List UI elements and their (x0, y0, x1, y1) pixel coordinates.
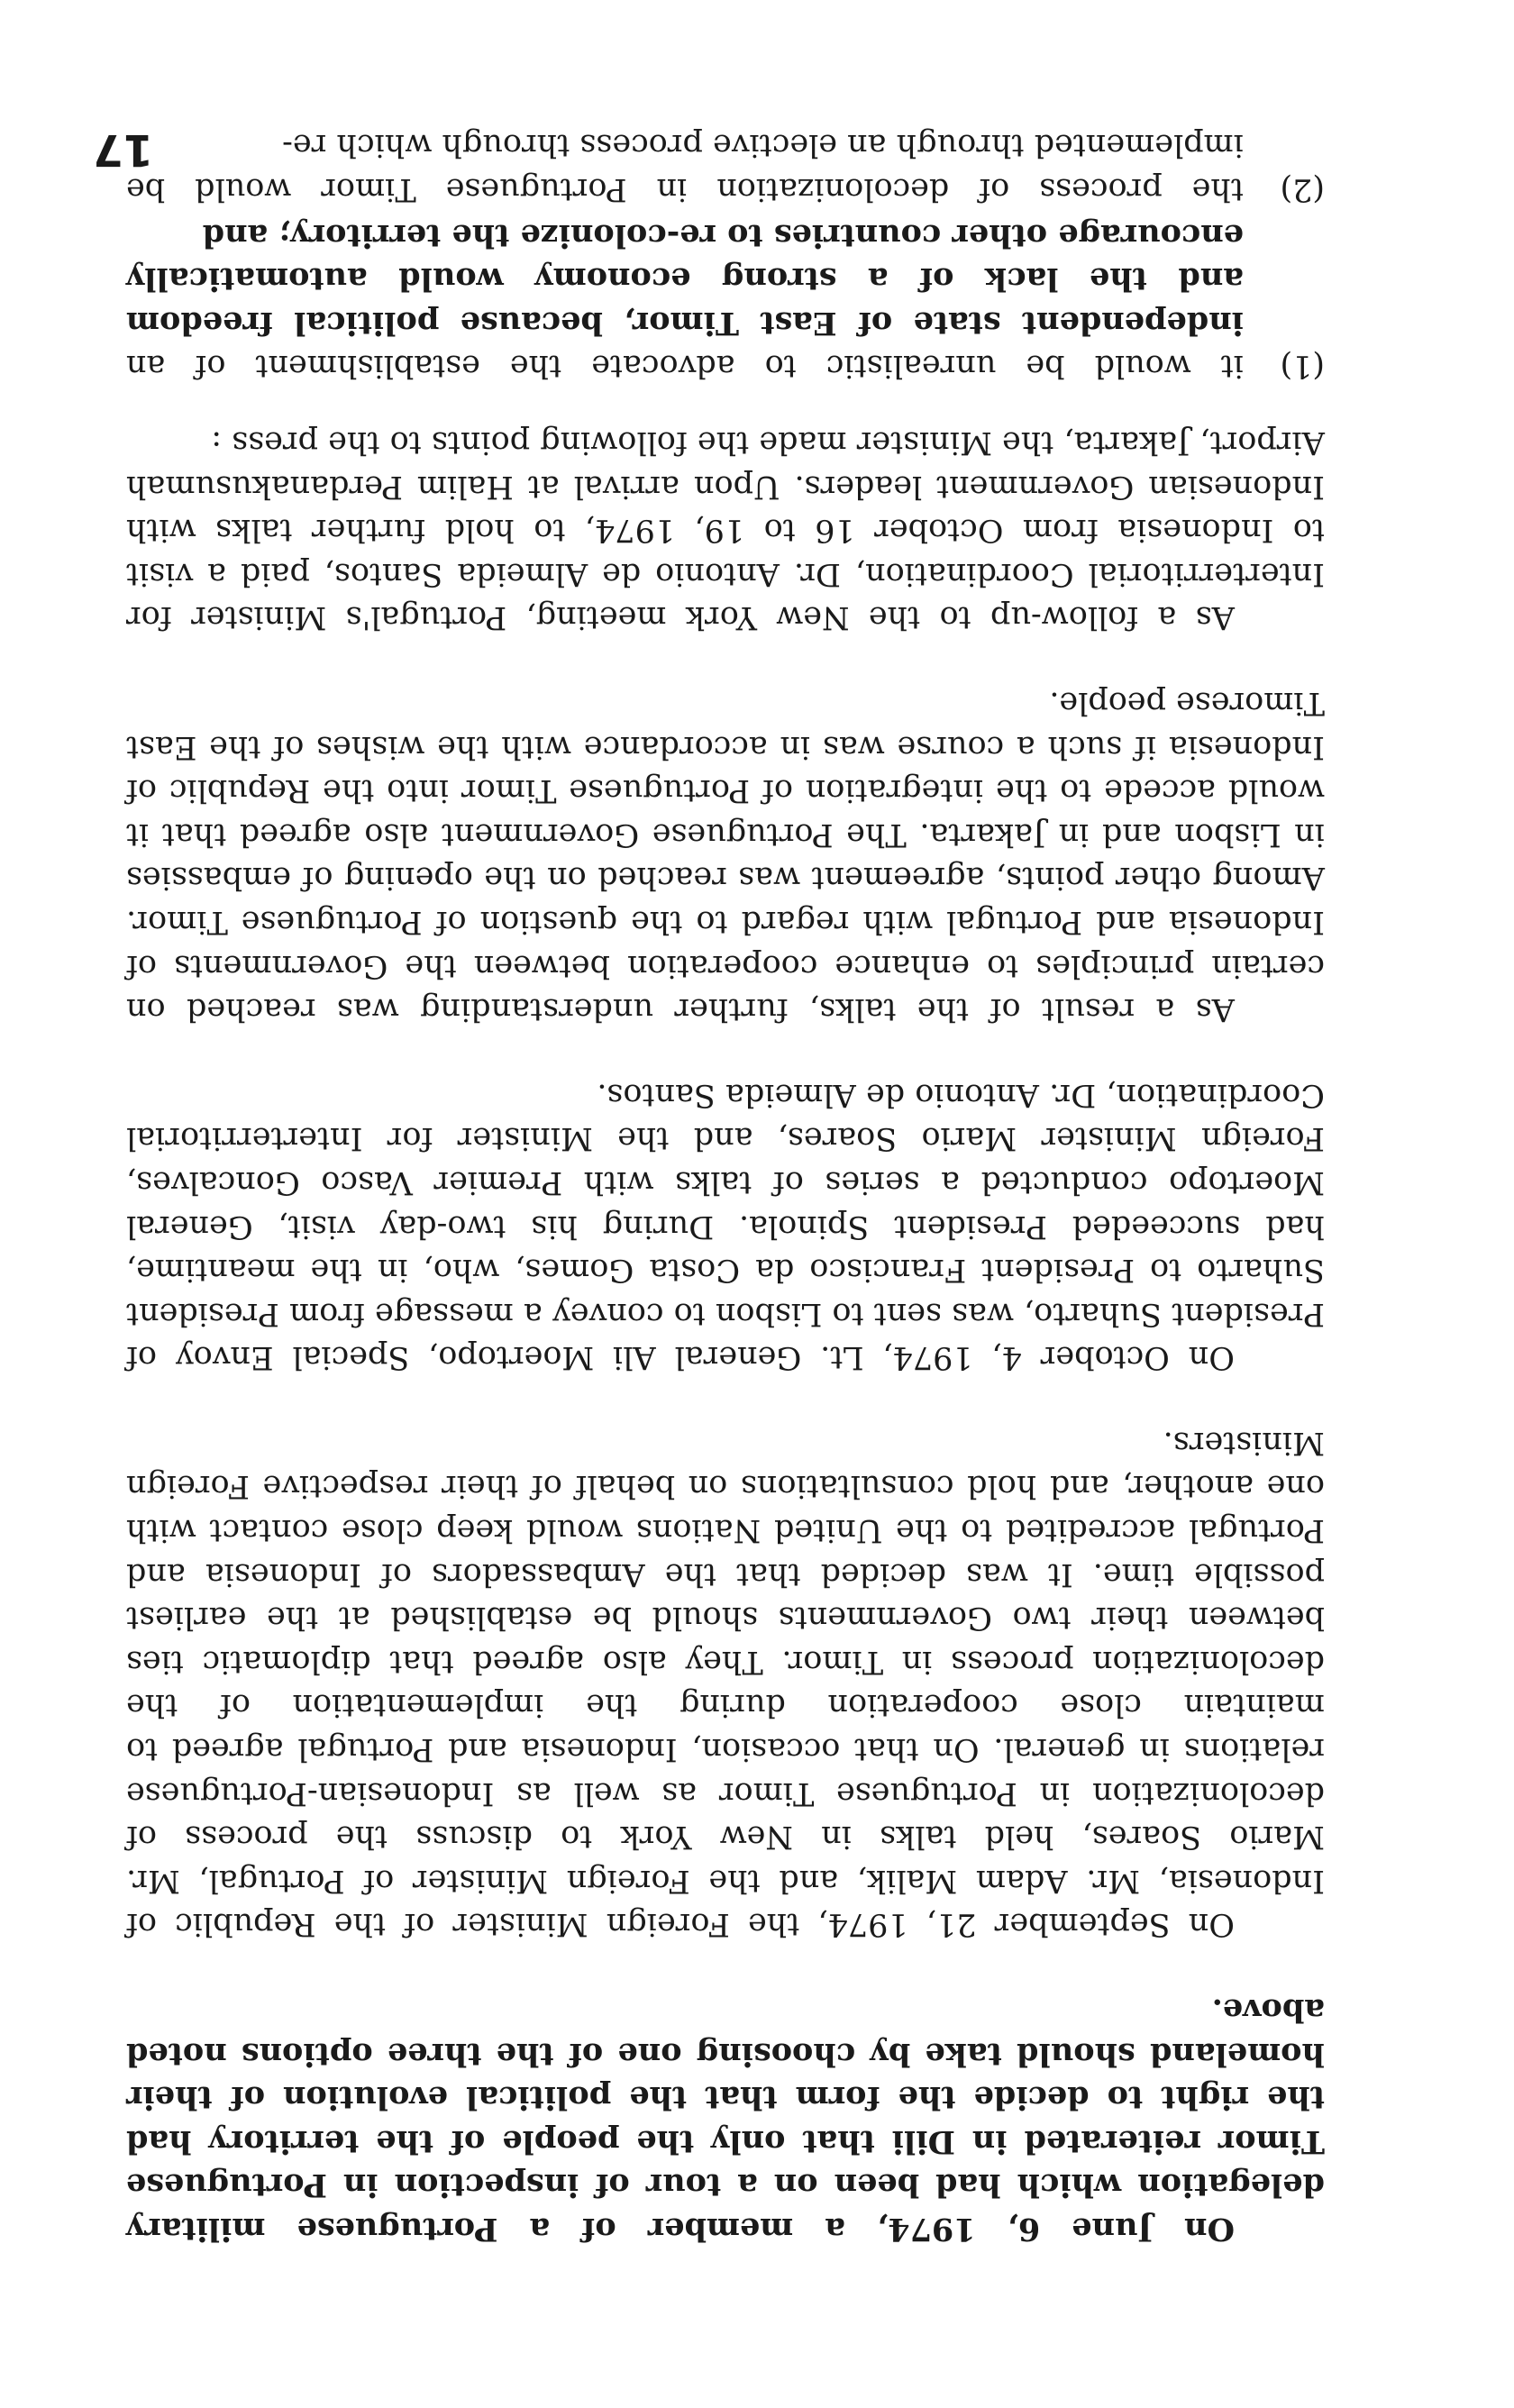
list-item-number: (2) (1280, 171, 1325, 208)
list-item (126, 213, 1325, 388)
list-item (126, 123, 1325, 211)
list-item-text (126, 123, 1244, 211)
paragraph-september-21: On September 21, 1974, the Foreign Minister of the Republic of Indonesia, Mr. Adam Malik, and the Foreign Minister of Portugal, Mr. Mario Soares, held talks in New York to discuss the process of decolonization in Portuguese Timor as well as Indonesian-Portuguese relations in general. On that occasion, Indonesia and Portugal agreed to maintain close cooperation during the implementation of the decolonization process in Timor. They also agreed that diplomatic ties between their two Governments should be established at the earliest possible time. It was decided that the Ambassadors of Indonesia and Portugal accredited to the United Nations would keep close contact with one another, and hold consultations on behalf of their respective Foreign Ministers. (126, 1424, 1325, 1943)
list-item-text-normal: the process of decolonization in Portuguese Timor would be implemented through an elective process through which re- (126, 127, 1244, 208)
paragraph-october-4: On October 4, 1974, Lt. General Ali Moertopo, Special Envoy of President Suharto, was sent to Lisbon to convey a message from President Suharto to President Francisco da Costa Gomes, who, in the meantime, had succeeded President Spinola. During his two-day visit, General Moertopo conducted a series of talks with Premier Vasco Goncalves, Foreign Minister Mario Soares, and the Minister for Interterritorial Coordination, Dr. Antonio de Almeida Santos. (126, 1076, 1325, 1376)
body-text (126, 122, 1325, 2250)
list-item-number: (1) (1280, 348, 1325, 385)
list-item-text-bold: independent state of East Timor, because political freedom and the lack of a strong economy would automatically encourage other countries to re-colonize the territory; and (126, 216, 1244, 342)
list-item-text (126, 213, 1244, 388)
paragraph-follow-up: As a follow-up to the New York meeting, Portugal's Minister for Interterritorial Coordination, Dr. Antonio de Almeida Santos, paid a visit to Indonesia from October 16 to 19, 1974, to hold further talks with Indonesian Government leaders. Upon arrival at Halim Perdanakusumah Airport, Jakarta, the Minister made the following points to the press : (126, 424, 1325, 636)
paragraph-june-6: On June 6, 1974, a member of a Portuguese military delegation which had been on a tour of inspection in Portuguese Timor reiterated in Dili that only the people of the territory had the right to decide the form that the political evolution of their homeland should take by choosing one of the three options noted above. (126, 1992, 1325, 2248)
list-item-text-normal: it would be unrealistic to advocate the establishment of an (126, 348, 1244, 385)
paragraph-result-of-talks: As a result of the talks, further understanding was reached on certain principles to enhance cooperation between the Governments of Indonesia and Portugal with regard to the question of Portuguese Timor. Among other points, agreement was reached on the opening of embassies in Lisbon and in Jakarta. The Portuguese Government also agreed that it would accede to the integration of Portuguese Timor into the Republic of Indonesia if such a course was in accordance with the wishes of the East Timorese people. (126, 685, 1325, 1028)
page-number: 17 (93, 124, 153, 175)
